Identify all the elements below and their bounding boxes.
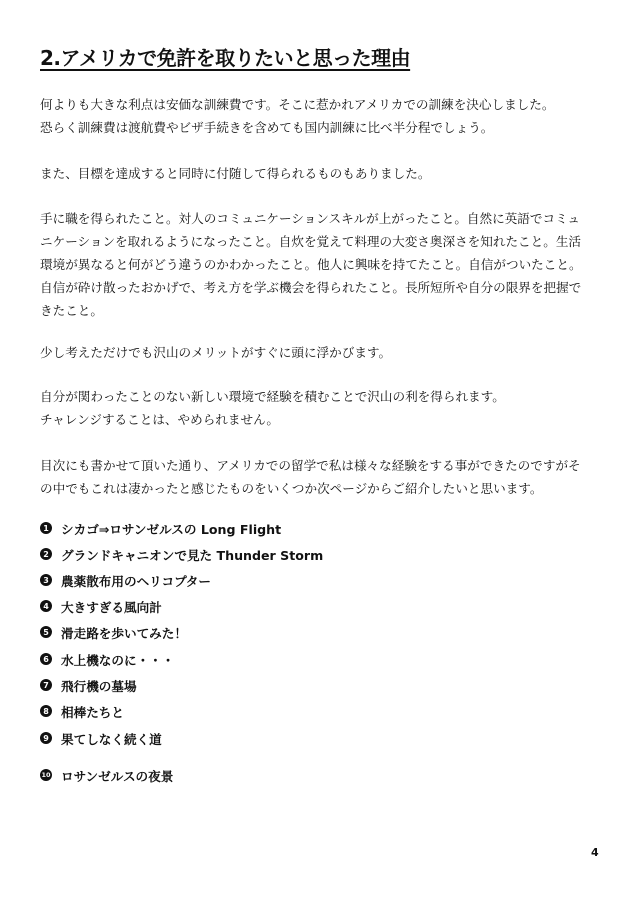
paragraph-line: 自分が関わったことのない新しい環境で経験を積むことで沢山の利を得られます。 [40,389,505,404]
list-item-text: グランドキャニオンで見た Thunder Storm [61,547,324,563]
circled-number: 6 [40,653,52,665]
paragraph-line: きたこと。 [40,303,103,318]
paragraph-line: 自信が砕け散ったおかげで、考え方を学ぶ機会を得られたこと。長所短所や自分の限界を把握で [40,280,582,295]
paragraph-line: 少し考えただけでも沢山のメリットがすぐに頭に浮かびます。 [40,345,392,360]
list-item [40,596,162,616]
paragraph-line: 手に職を得られたこと。対人のコミュニケーションスキルが上がったこと。自然に英語でコミュ [40,211,581,226]
list-item [40,765,173,785]
paragraph-line: 環境が異なると何がどう違うのかわかったこと。他人に興味を持てたこと。自信がついたこと。 [40,257,582,272]
list-item [40,518,281,538]
list-item-text: 飛行機の墓場 [61,678,137,694]
circled-number: 10 [41,771,51,779]
list-item-text: 果てしなく続く道 [61,731,162,747]
list-item [40,544,323,564]
paragraph-line: 恐らく訓練費は渡航費やビザ手続きを含めても国内訓練に比べ半分程でしょう。 [40,120,494,135]
circled-number: 7 [40,679,52,691]
paragraph-cost [40,93,600,139]
circled-number: 4 [40,600,52,612]
list-item-text: シカゴ⇒ロサンゼルスの Long Flight [61,521,282,537]
list-item-text: 水上機なのに・・・ [61,652,175,668]
list-item-text: 滑走路を歩いてみた！ [61,625,187,641]
list-item [40,728,162,748]
circled-number: 8 [40,705,52,717]
list-item [40,675,137,695]
list-item [40,570,211,590]
list-item-text: 農薬散布用のヘリコプター [61,573,211,589]
paragraph-merits [40,341,600,364]
circled-number: 9 [40,732,52,744]
list-item-text: 大きすぎる風向計 [61,599,162,615]
paragraph-line: また、目標を達成すると同時に付随して得られるものもありました。 [40,166,431,181]
paragraph-line: の中でもこれは凄かったと感じたものをいくつか次ページからご紹介したいと思います。 [40,481,543,496]
list-item [40,701,124,721]
paragraph-line: チャレンジすることは、やめられません。 [40,412,280,427]
page-number: 4 [591,846,599,859]
circled-number: 1 [40,522,52,534]
list-item-text: ロサンゼルスの夜景 [61,768,174,784]
paragraph-line: ニケーションを取れるようになったこと。自炊を覚えて料理の大変さ奥深さを知れたこと。生活 [40,234,582,249]
paragraph-line: 何よりも大きな利点は安価な訓練費です。そこに惹かれアメリカでの訓練を決心しました。 [40,97,555,112]
paragraph-additional-benefits [40,162,600,185]
list-item [40,622,187,642]
circled-number: 3 [40,574,52,586]
paragraph-gains [40,207,600,322]
circled-number: 5 [40,626,52,638]
paragraph-line: 目次にも書かせて頂いた通り、アメリカでの留学で私は様々な経験をする事ができたのですがそ [40,458,581,473]
paragraph-introduction [40,454,600,500]
list-item [40,649,174,669]
section-heading: 2.アメリカで免許を取りたいと思った理由 [40,46,411,70]
paragraph-challenge [40,385,600,431]
list-item-text: 相棒たちと [61,704,124,720]
circled-number: 2 [40,548,52,560]
